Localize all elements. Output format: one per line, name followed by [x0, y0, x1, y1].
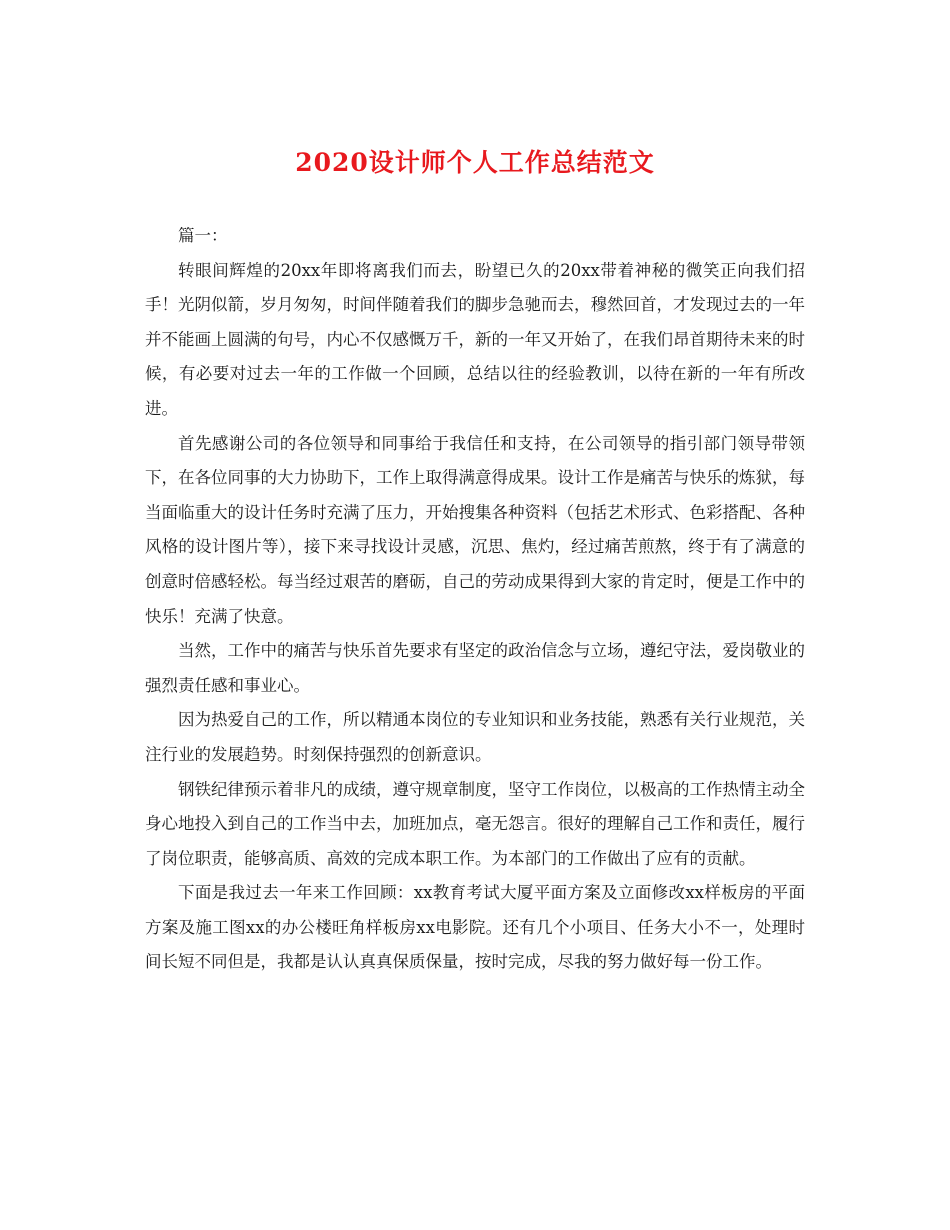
paragraph: 当然，工作中的痛苦与快乐首先要求有坚定的政治信念与立场，遵纪守法，爱岗敬业的强烈责任感和事业心。	[145, 641, 805, 695]
section-heading: 篇一：	[178, 226, 228, 245]
document-title: 2020设计师个人工作总结范文	[295, 148, 655, 177]
document-body	[145, 219, 805, 980]
paragraph: 钢铁纪律预示着非凡的成绩，遵守规章制度，坚守工作岗位，以极高的工作热情主动全身心地投入到自己的工作当中去，加班加点，毫无怨言。很好的理解自己工作和责任，履行了岗位职责，能够高质、高效的完成本职工作。为本部门的工作做出了应有的贡献。	[145, 779, 805, 868]
paragraph: 转眼间辉煌的20xx年即将离我们而去，盼望已久的20xx带着神秘的微笑正向我们招手！光阴似箭，岁月匆匆，时间伴随着我们的脚步急驰而去，穆然回首，才发现过去的一年并不能画上圆满的句号，内心不仅感慨万千，新的一年又开始了，在我们昂首期待未来的时候，有必要对过去一年的工作做一个回顾，总结以往的经验教训，以待在新的一年有所改进。	[145, 260, 805, 418]
paragraph: 下面是我过去一年来工作回顾：xx教育考试大厦平面方案及立面修改xx样板房的平面方案及施工图xx的办公楼旺角样板房xx电影院。还有几个小项目、任务大小不一，处理时间长短不同但是，我都是认认真真保质保量，按时完成，尽我的努力做好每一份工作。	[145, 883, 805, 972]
paragraph: 首先感谢公司的各位领导和同事给于我信任和支持，在公司领导的指引部门领导带领下，在各位同事的大力协助下，工作上取得满意得成果。设计工作是痛苦与快乐的炼狱，每当面临重大的设计任务时充满了压力，开始搜集各种资料（包括艺术形式、色彩搭配、各种风格的设计图片等），接下来寻找设计灵感，沉思、焦灼，经过痛苦煎熬，终于有了满意的创意时倍感轻松。每当经过艰苦的磨砺，自己的劳动成果得到大家的肯定时，便是工作中的快乐！充满了快意。	[145, 433, 805, 626]
paragraph: 因为热爱自己的工作，所以精通本岗位的专业知识和业务技能，熟悉有关行业规范，关注行业的发展趋势。时刻保持强烈的创新意识。	[145, 710, 805, 764]
